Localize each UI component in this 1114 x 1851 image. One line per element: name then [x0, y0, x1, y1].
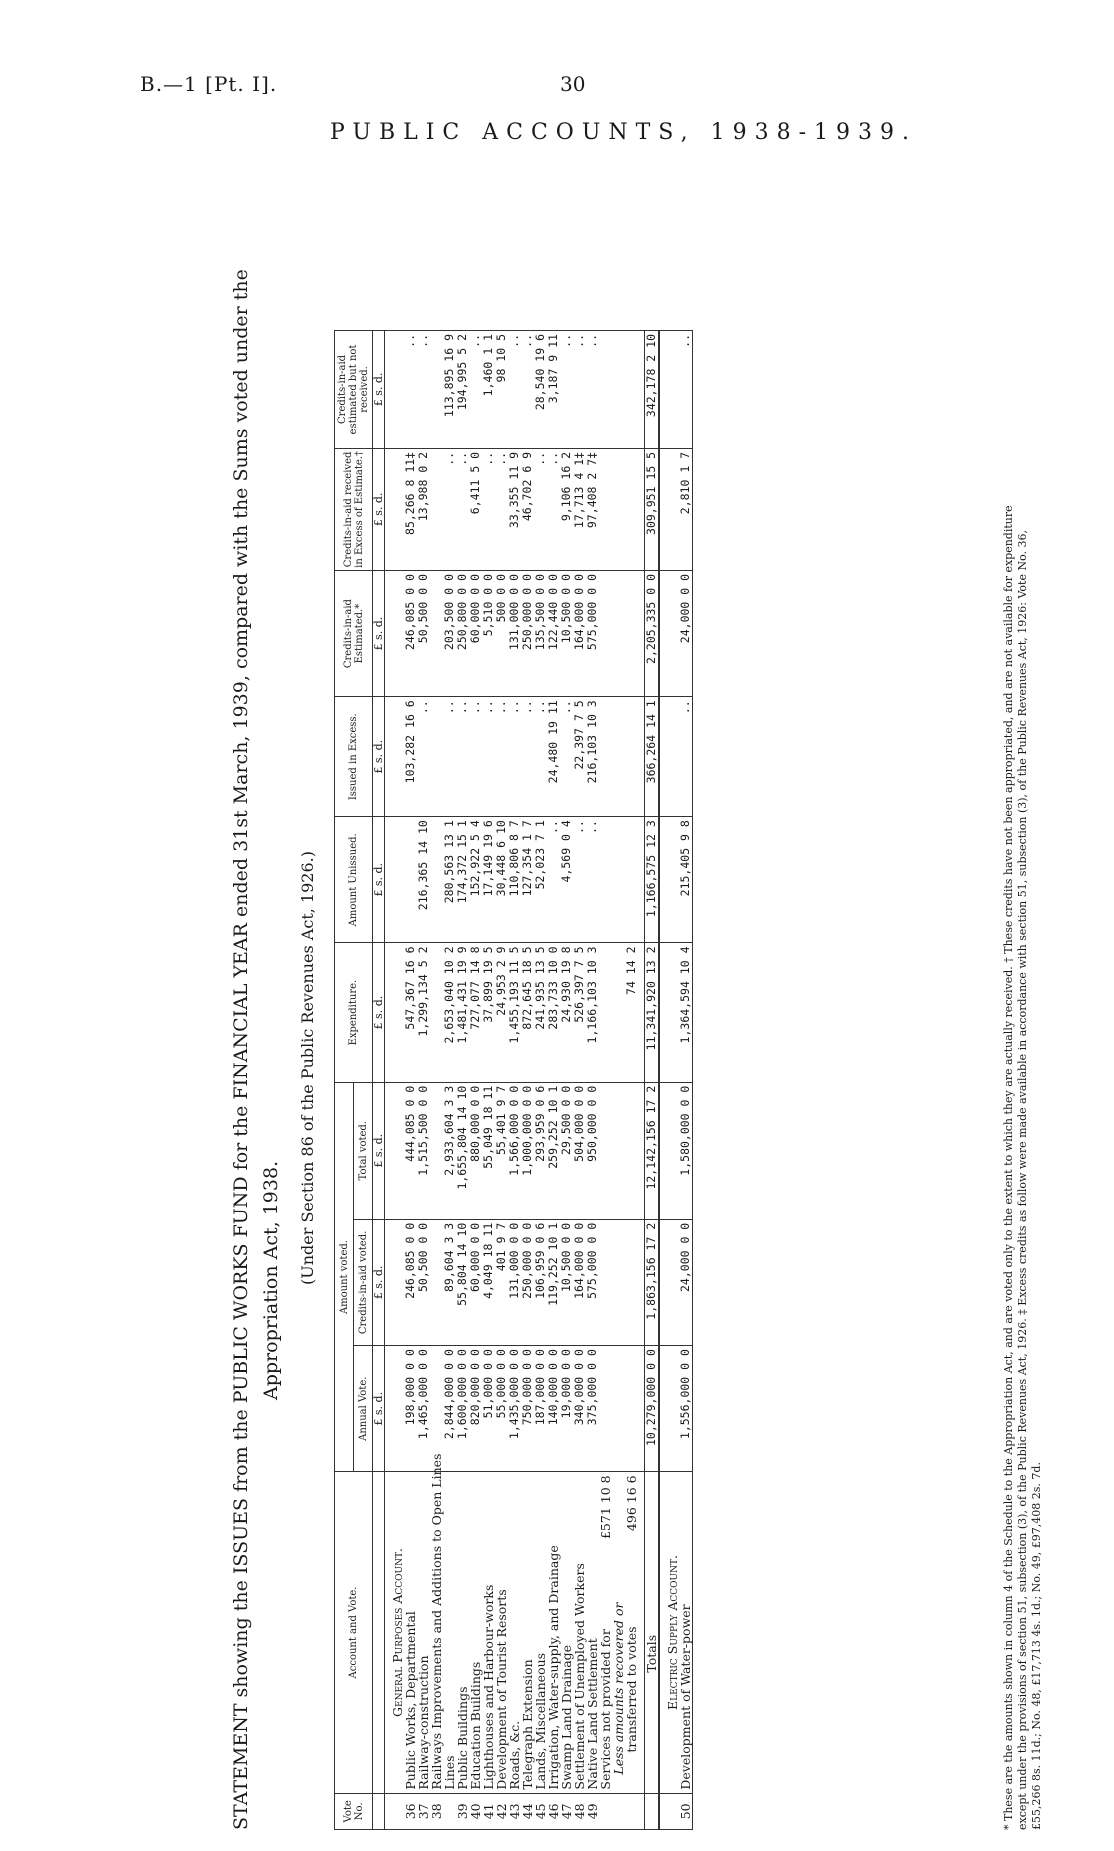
cell-expenditure: 37,899 19 5 — [482, 943, 495, 1082]
cell-total: 1,655,804 14 10 — [456, 1082, 469, 1219]
cell-expenditure: 24,953 2 9 — [495, 943, 508, 1082]
cell-excess: .. — [679, 697, 693, 817]
cell-annual: 1,556,000 0 0 — [679, 1346, 693, 1472]
rotated-statement — [222, 270, 1114, 1830]
cell-unissued: 17,149 19 6 — [482, 817, 495, 943]
cell-expenditure: 1,481,431 19 9 — [456, 943, 469, 1082]
cell-vote: 50 — [679, 1793, 693, 1829]
cell-unissued: 52,023 7 1 — [534, 817, 547, 943]
cell-cr-not: .. — [404, 331, 417, 449]
unit-label: £ s. d. — [373, 943, 385, 1082]
statement-subheading: (Under Section 86 of the Public Revenues Act, 1926.) — [298, 851, 317, 1285]
table-row — [679, 331, 693, 1830]
footnote-1: * These are the amounts shown in column 4 of the Schedule to the Appropriation Act, and are voted only to the extent to which they are actually received. † These credits have not been appropriated, and are not available for expenditure — [1002, 505, 1015, 1830]
cell-total: 259,252 10 1 — [547, 1082, 560, 1219]
col-expenditure: Expenditure. — [335, 943, 373, 1082]
cell-excess: .. — [495, 697, 508, 817]
footnote-3: £55,266 8s. 11d.; No. 48, £17,713 4s. 1d.; No. 49, £97,408 2s. 7d. — [1030, 1462, 1043, 1830]
cell-cr-excess: .. — [456, 448, 469, 570]
cell-cr-est: 500 0 0 — [495, 570, 508, 696]
cell-annual: 1,600,000 0 0 — [456, 1346, 469, 1472]
cell-account: Railways Improvements and Additions to Open Lines — [430, 1472, 443, 1793]
cell-cr-excess: .. — [495, 448, 508, 570]
table-row — [404, 331, 417, 1830]
cell-annual: 820,000 0 0 — [469, 1346, 482, 1472]
cell-annual: 55,000 0 0 — [495, 1346, 508, 1472]
cell-account: Public Works, Departmental — [404, 1472, 417, 1793]
cell-excess: 24,480 19 11 — [547, 697, 560, 817]
cell-less-label2: transferred to votes 496 16 6 — [625, 1472, 638, 1793]
cell-vote: 49 — [586, 1793, 599, 1829]
cell-expenditure: 1,364,594 10 4 — [679, 943, 693, 1082]
cell-cr-excess: 2,810 1 7 — [679, 448, 693, 570]
unit-label: £ s. d. — [373, 817, 385, 943]
cell-excess: .. — [508, 697, 521, 817]
cell-expenditure: 727,077 14 8 — [469, 943, 482, 1082]
table-row — [586, 331, 599, 1830]
cell-expenditure: 241,935 13 5 — [534, 943, 547, 1082]
cell-credits-voted: 106,959 0 6 — [534, 1219, 547, 1345]
section-heading-row — [385, 331, 405, 1830]
cell-unissued: 215,405 9 8 — [679, 817, 693, 943]
cell-annual: 187,000 0 0 — [534, 1346, 547, 1472]
cell-cr-not: .. — [560, 331, 573, 449]
cell-vote: 43 — [508, 1793, 521, 1829]
cell-credits-voted: 119,252 10 1 — [547, 1219, 560, 1345]
cell-account: Lighthouses and Harbour-works — [482, 1472, 495, 1793]
unit-label: £ s. d. — [373, 331, 385, 449]
cell-total: 1,000,000 0 0 — [521, 1082, 534, 1219]
cell-cr-excess: .. — [547, 448, 560, 570]
cell-vote: 36 — [404, 1793, 417, 1829]
cell-expenditure: 872,645 18 5 — [521, 943, 534, 1082]
cell-annual: 375,000 0 0 — [586, 1346, 599, 1472]
statement-heading-act: Appropriation Act, 1938. — [260, 1160, 282, 1400]
cell-cr-est: 50,500 0 0 — [417, 570, 430, 696]
section-heading-row — [659, 331, 679, 1830]
col-unissued: Amount Unissued. — [335, 817, 373, 943]
cell-label: Services not provided for £571 10 8 — [599, 1472, 612, 1793]
cell-total: 55,049 18 11 — [482, 1082, 495, 1219]
cell-credits-voted: 246,085 0 0 — [404, 1219, 417, 1345]
unit-label: £ s. d. — [373, 1082, 385, 1219]
cell-cr-est: 122,440 0 0 — [547, 570, 560, 696]
cell-cr-est: 24,000 0 0 — [679, 570, 693, 696]
cell-cr-est: 164,000 0 0 — [573, 570, 586, 696]
cell-account: Settlement of Unemployed Workers — [573, 1472, 586, 1793]
footnote-2: except under the provisions of section 51, subsection (3), of the Public Revenues Act, 1926. ‡ Excess credits as follow were made available in accordance with section 51, subsection (3), of the Public Revenues Act, 1926: Vote No. 36, — [1016, 529, 1029, 1830]
cell-cr-est: 203,500 0 0 — [443, 570, 456, 696]
col-credits-excess: Credits-in-aid received in Excess of Estimate.† — [335, 448, 373, 570]
page-title: PUBLIC ACCOUNTS, 1938-1939. — [330, 120, 917, 145]
cell-credits-voted: 50,500 0 0 — [417, 1219, 430, 1345]
cell-account: Lands, Miscellaneous — [534, 1472, 547, 1793]
cell-excess: 216,103 10 3 — [586, 697, 599, 817]
cell-excess: .. — [482, 697, 495, 817]
cell-credits-voted: 60,000 0 0 — [469, 1219, 482, 1345]
cell-cr-excess: 46,702 6 9 — [521, 448, 534, 570]
cell-total: 1,580,000 0 0 — [679, 1082, 693, 1219]
cell-excess: 366,264 14 1 — [645, 697, 660, 817]
table-row — [521, 331, 534, 1830]
table-row — [573, 331, 586, 1830]
totals-row — [645, 331, 660, 1830]
cell-unissued: .. — [586, 817, 599, 943]
cell-cr-not: .. — [573, 331, 586, 449]
cell-cr-excess: 309,951 15 5 — [645, 448, 660, 570]
cell-vote: 45 — [534, 1793, 547, 1829]
cell-cr-not: .. — [417, 331, 430, 449]
cell-cr-not: .. — [586, 331, 599, 449]
cell-account: Telegraph Extension — [521, 1472, 534, 1793]
cell-cr-est: 5,510 0 0 — [482, 570, 495, 696]
cell-account: Native Land Settlement — [586, 1472, 599, 1793]
cell-vote: 44 — [521, 1793, 534, 1829]
cell-total: 880,000 0 0 — [469, 1082, 482, 1219]
table-row — [612, 331, 625, 1830]
cell-unissued: 110,806 8 7 — [508, 817, 521, 943]
cell-total: 1,566,000 0 0 — [508, 1082, 521, 1219]
col-account: Account and Vote. — [335, 1472, 373, 1793]
col-credits-voted: Credits-in-aid voted. — [354, 1219, 373, 1345]
cell-cr-excess: 6,411 5 0 — [469, 448, 482, 570]
cell-total: 504,000 0 0 — [573, 1082, 586, 1219]
cell-unissued: 152,922 5 4 — [469, 817, 482, 943]
cell-unissued: 216,365 14 10 — [417, 817, 430, 943]
unit-label: £ s. d. — [373, 1219, 385, 1345]
cell-cr-not: 3,187 9 11 — [547, 331, 560, 449]
cell-expenditure: 547,367 16 6 — [404, 943, 417, 1082]
cell-annual: 1,435,000 0 0 — [508, 1346, 521, 1472]
cell-total: 950,000 0 0 — [586, 1082, 599, 1219]
less-amount: 496 16 6 — [624, 1475, 639, 1532]
col-vote-no: Vote No. — [335, 1793, 373, 1829]
cell-cr-est: 250,000 0 0 — [521, 570, 534, 696]
cell-cr-excess: .. — [534, 448, 547, 570]
cell-excess: 22,397 7 5 — [573, 697, 586, 817]
cell-expenditure: 74 14 2 — [625, 943, 638, 1082]
cell-annual: 19,000 0 0 — [560, 1346, 573, 1472]
table-row — [625, 331, 638, 1830]
col-credits-estimated: Credits-in-aid Estimated.* — [335, 570, 373, 696]
table-row — [430, 331, 443, 1830]
table-row — [547, 331, 560, 1830]
cell-annual: 750,000 0 0 — [521, 1346, 534, 1472]
cell-cr-est: 60,000 0 0 — [469, 570, 482, 696]
col-annual-vote: Annual Vote. — [354, 1346, 373, 1472]
col-issued-excess: Issued in Excess. — [335, 697, 373, 817]
cell-expenditure: 283,733 10 0 — [547, 943, 560, 1082]
cell-account: Lines — [443, 1472, 456, 1793]
cell-cr-not: .. — [521, 331, 534, 449]
cell-excess — [430, 697, 443, 817]
table-body — [385, 331, 693, 1830]
cell-annual: 10,279,000 0 0 — [645, 1346, 660, 1472]
cell-cr-not: .. — [508, 331, 521, 449]
cell-vote: 40 — [469, 1793, 482, 1829]
cell-expenditure: 11,341,920 13 2 — [645, 943, 660, 1082]
statement-heading: STATEMENT showing the ISSUES from the PUBLIC WORKS FUND for the FINANCIAL YEAR ended 31st March, 1939, compared with the Sums voted under the — [230, 269, 252, 1830]
cell-total: 2,933,604 3 3 — [443, 1082, 456, 1219]
cell-unissued: 280,563 13 1 — [443, 817, 456, 943]
cell-total: 293,959 0 6 — [534, 1082, 547, 1219]
cell-total: 29,500 0 0 — [560, 1082, 573, 1219]
cell-credits-voted: 89,604 3 3 — [443, 1219, 456, 1345]
cell-account: Public Buildings — [456, 1472, 469, 1793]
cell-cr-not: 28,540 19 6 — [534, 331, 547, 449]
cell-cr-est: 131,000 0 0 — [508, 570, 521, 696]
page-number: 30 — [560, 72, 586, 96]
cell-vote: 37 — [417, 1793, 430, 1829]
cell-unissued: .. — [547, 817, 560, 943]
cell-unissued: 30,448 6 10 — [495, 817, 508, 943]
cell-expenditure: 1,166,103 10 3 — [586, 943, 599, 1082]
cell-annual: 140,000 0 0 — [547, 1346, 560, 1472]
accounts-table — [334, 330, 693, 1830]
cell-account: Swamp Land Drainage — [560, 1472, 573, 1793]
cell-unissued: 4,569 0 4 — [560, 817, 573, 943]
cell-credits-voted: 10,500 0 0 — [560, 1219, 573, 1345]
cell-vote: 46 — [547, 1793, 560, 1829]
cell-cr-excess: 97,408 2 7‡ — [586, 448, 599, 570]
unit-label: £ s. d. — [373, 1346, 385, 1472]
cell-vote: 41 — [482, 1793, 495, 1829]
cell-expenditure: 1,299,134 5 2 — [417, 943, 430, 1082]
footnotes — [1002, 330, 1044, 1830]
cell-vote: 39 — [456, 1793, 469, 1829]
cell-excess: .. — [560, 697, 573, 817]
cell-total: 1,515,500 0 0 — [417, 1082, 430, 1219]
cell-cr-excess: 33,355 11 9 — [508, 448, 521, 570]
cell-cr-excess: 85,266 8 11‡ — [404, 448, 417, 570]
cell-expenditure: 1,455,193 11 5 — [508, 943, 521, 1082]
cell-cr-not: 113,895 16 9 — [443, 331, 456, 449]
unit-label: £ s. d. — [373, 448, 385, 570]
cell-cr-not: .. — [469, 331, 482, 449]
cell-annual: 198,000 0 0 — [404, 1346, 417, 1472]
cell-credits-voted: 401 9 7 — [495, 1219, 508, 1345]
cell-credits-voted: 4,049 18 11 — [482, 1219, 495, 1345]
unit-label: £ s. d. — [373, 697, 385, 817]
cell-total: 55,401 9 7 — [495, 1082, 508, 1219]
cell-expenditure: 526,397 7 5 — [573, 943, 586, 1082]
cell-annual: 51,000 0 0 — [482, 1346, 495, 1472]
col-credits-not-received: Credits-in-aid estimated but not received. — [335, 331, 373, 449]
cell-excess: .. — [469, 697, 482, 817]
cell-vote: 42 — [495, 1793, 508, 1829]
cell-vote: 47 — [560, 1793, 573, 1829]
cell-expenditure: 24,930 19 8 — [560, 943, 573, 1082]
cell-cr-est: 246,085 0 0 — [404, 570, 417, 696]
cell-excess: .. — [417, 697, 430, 817]
cell-credits-voted: 575,000 0 0 — [586, 1219, 599, 1345]
cell-cr-excess — [430, 448, 443, 570]
cell-credits-voted: 164,000 0 0 — [573, 1219, 586, 1345]
not-provided-amount: £571 10 8 — [598, 1475, 613, 1540]
table-row — [508, 331, 521, 1830]
table-row — [443, 331, 456, 1830]
cell-credits-voted: 24,000 0 0 — [679, 1219, 693, 1345]
col-total-voted: Total voted. — [354, 1082, 373, 1219]
cell-excess: 103,282 16 6 — [404, 697, 417, 817]
cell-vote: 48 — [573, 1793, 586, 1829]
cell-cr-not: 98 10 5 — [495, 331, 508, 449]
cell-cr-excess: 13,988 0 2 — [417, 448, 430, 570]
cell-unissued: 1,166,575 12 3 — [645, 817, 660, 943]
cell-excess: .. — [443, 697, 456, 817]
cell-credits-voted: 131,000 0 0 — [508, 1219, 521, 1345]
cell-excess: .. — [534, 697, 547, 817]
cell-cr-not: .. — [679, 331, 693, 449]
cell-vote: 38 — [430, 1793, 443, 1829]
section-electric: Electric Supply Account. — [659, 1472, 679, 1793]
cell-excess: .. — [521, 697, 534, 817]
cell-credits-voted: 55,804 14 10 — [456, 1219, 469, 1345]
cell-cr-excess: .. — [443, 448, 456, 570]
cell-label: Totals — [645, 1472, 660, 1793]
cell-cr-est: 250,800 0 0 — [456, 570, 469, 696]
section-general: General Purposes Account. — [385, 1472, 405, 1793]
cell-annual: 2,844,000 0 0 — [443, 1346, 456, 1472]
cell-annual: 1,465,000 0 0 — [417, 1346, 430, 1472]
cell-cr-est: 10,500 0 0 — [560, 570, 573, 696]
cell-credits-voted: 1,863,156 17 2 — [645, 1219, 660, 1345]
cell-cr-not: 194,995 5 2 — [456, 331, 469, 449]
cell-unissued: 127,354 1 7 — [521, 817, 534, 943]
table-row — [495, 331, 508, 1830]
cell-unissued: 174,372 15 1 — [456, 817, 469, 943]
cell-cr-not: 1,460 1 1 — [482, 331, 495, 449]
cell-cr-excess: 17,713 4 1‡ — [573, 448, 586, 570]
cell-account: Education Buildings — [469, 1472, 482, 1793]
cell-cr-est: 2,205,335 0 0 — [645, 570, 660, 696]
cell-cr-excess: 9,106 16 2 — [560, 448, 573, 570]
unit-label: £ s. d. — [373, 570, 385, 696]
cell-account: Railway-construction — [417, 1472, 430, 1793]
cell-account: Development of Tourist Resorts — [495, 1472, 508, 1793]
col-amount-voted: Amount voted. — [335, 1082, 354, 1472]
cell-cr-est: 135,500 0 0 — [534, 570, 547, 696]
cell-less-label: Less amounts recovered or — [612, 1472, 625, 1793]
cell-account: Irrigation, Water-supply, and Drainage — [547, 1472, 560, 1793]
table-row — [456, 331, 469, 1830]
cell-excess: .. — [456, 697, 469, 817]
document-reference: B.—1 [Pt. I]. — [140, 72, 278, 96]
cell-credits-voted: 250,000 0 0 — [521, 1219, 534, 1345]
cell-annual: 340,000 0 0 — [573, 1346, 586, 1472]
cell-unissued: .. — [573, 817, 586, 943]
cell-expenditure: 2,653,040 10 2 — [443, 943, 456, 1082]
cell-account: Roads, &c. — [508, 1472, 521, 1793]
cell-cr-not: 342,178 2 10 — [645, 331, 660, 449]
cell-cr-excess: .. — [482, 448, 495, 570]
cell-account: Development of Water-power — [679, 1472, 693, 1793]
cell-cr-est: 575,000 0 0 — [586, 570, 599, 696]
cell-total: 12,142,156 17 2 — [645, 1082, 660, 1219]
cell-total: 444,085 0 0 — [404, 1082, 417, 1219]
